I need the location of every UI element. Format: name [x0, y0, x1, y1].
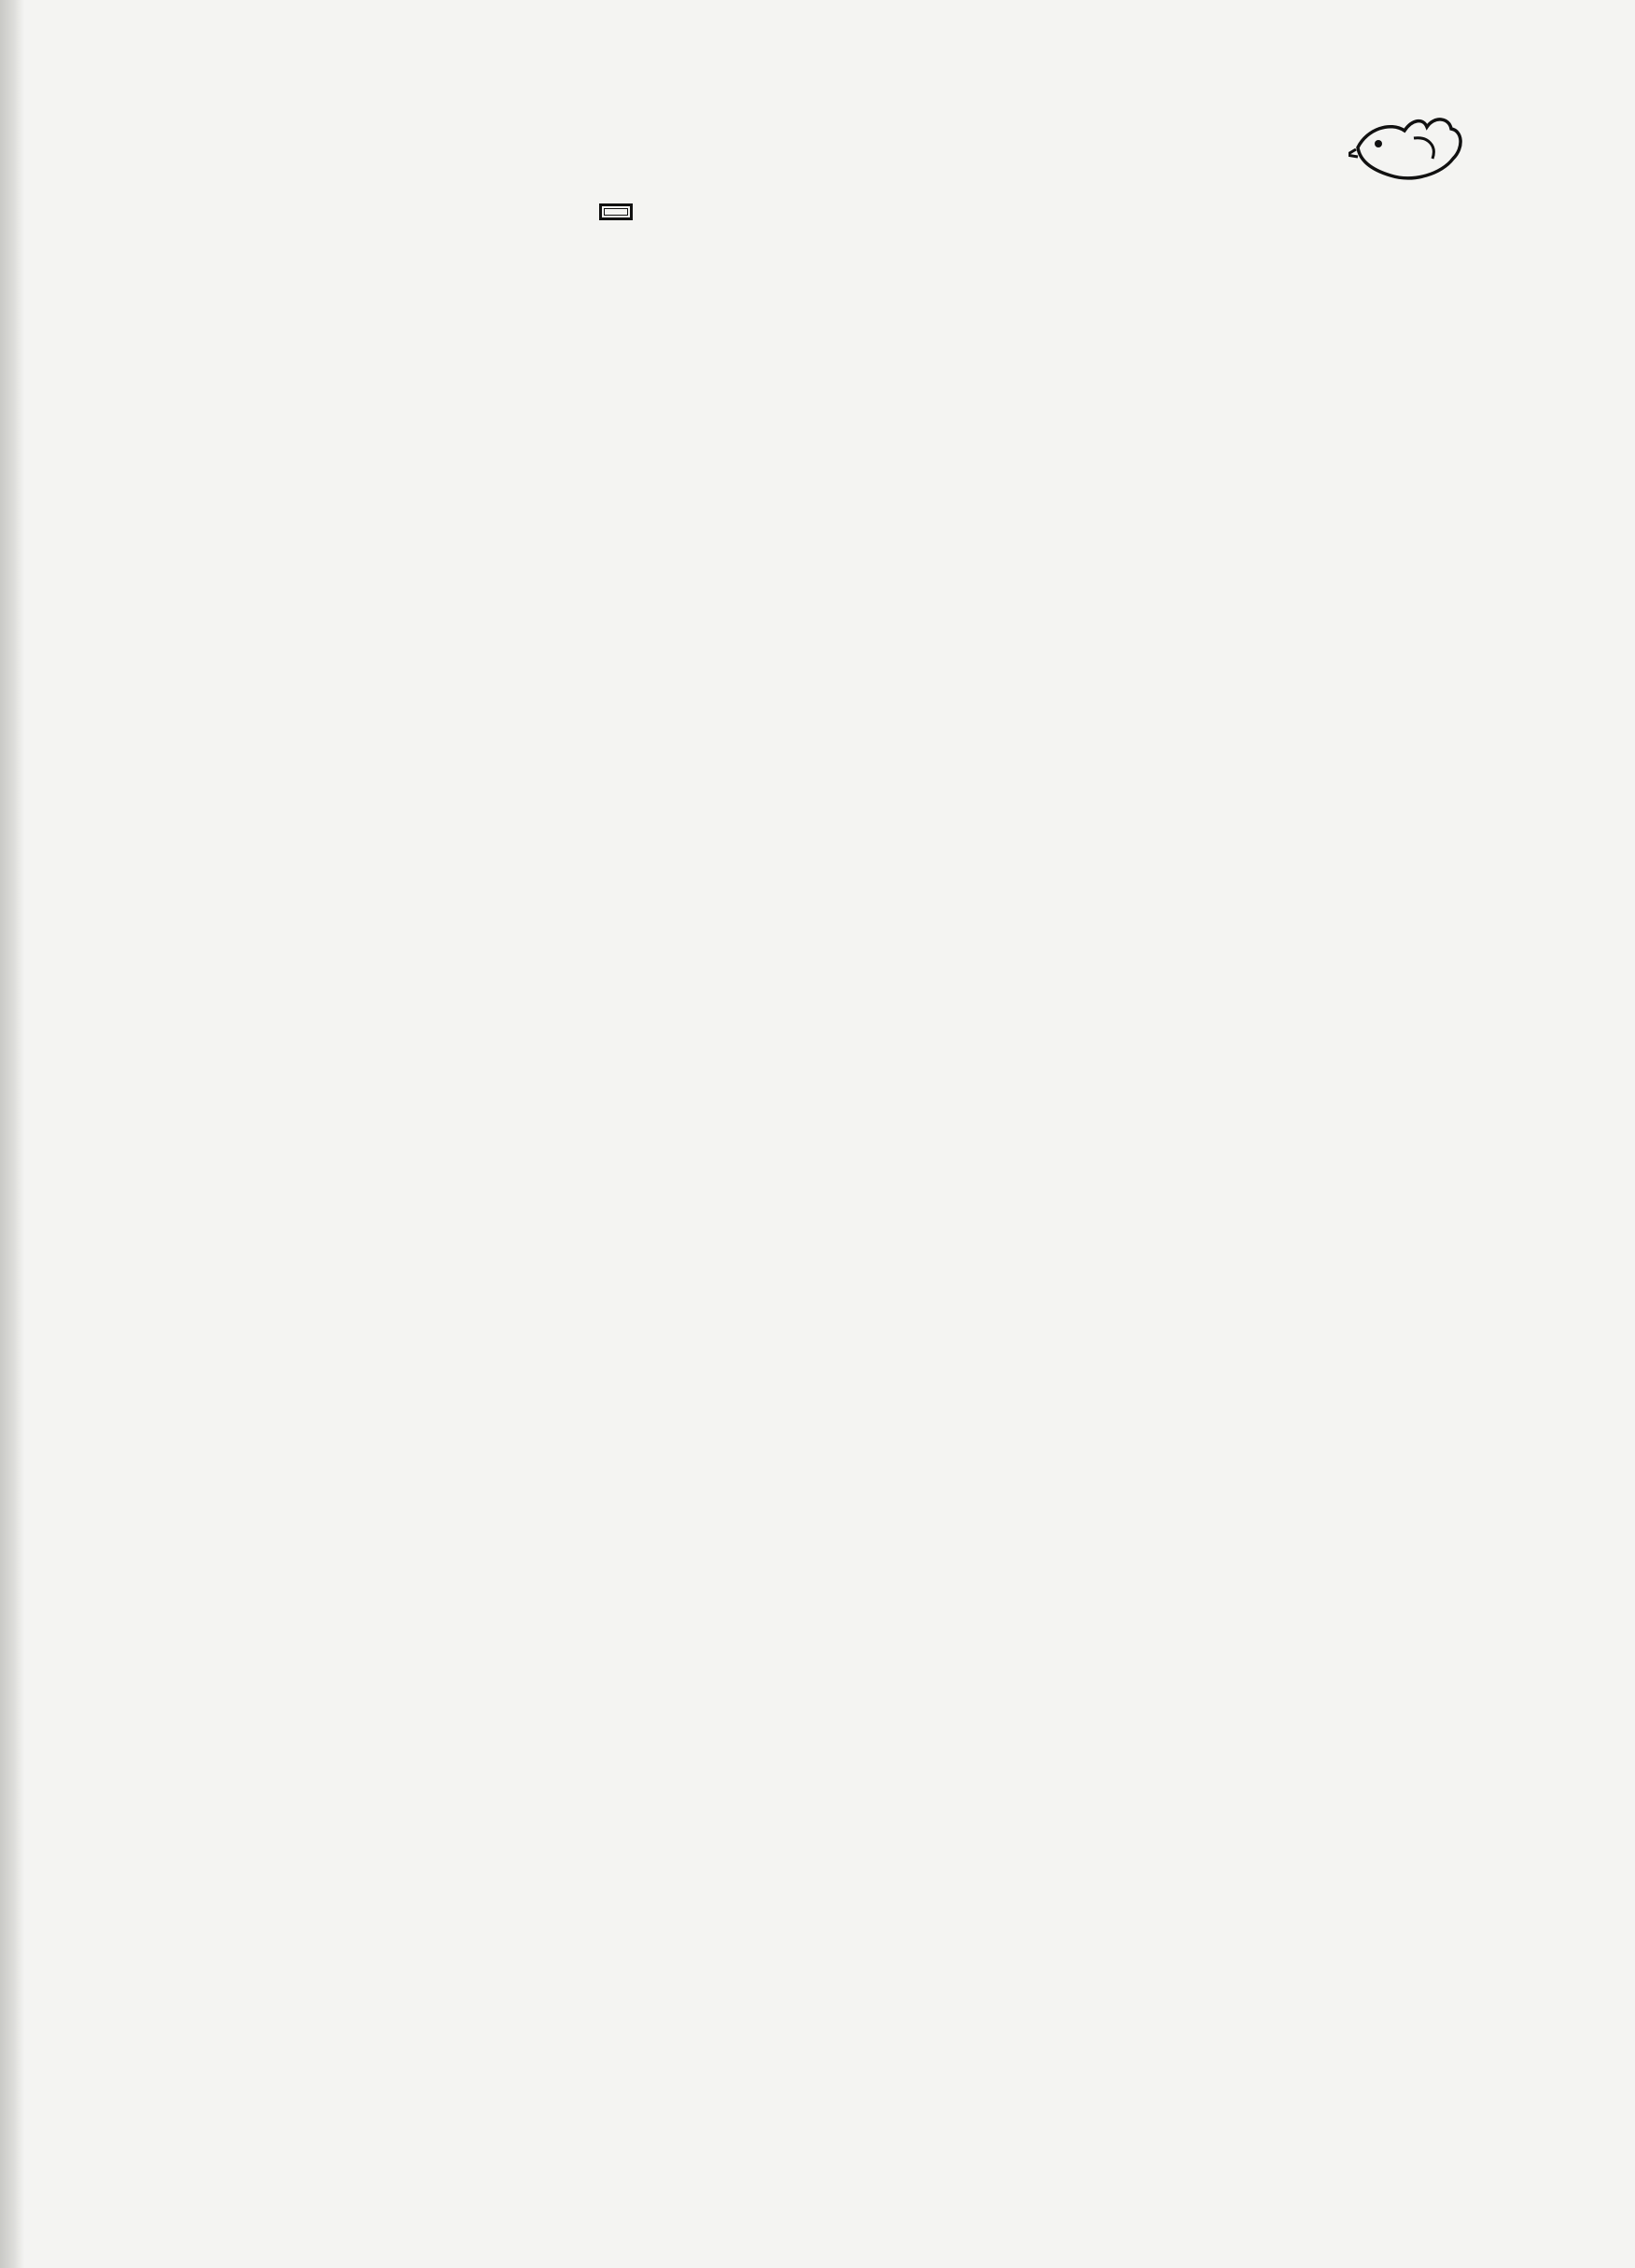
unit-title: [604, 208, 628, 216]
unit-title-row: [156, 196, 1444, 263]
bird-icon: [1349, 110, 1470, 194]
unit-title-box: [599, 203, 633, 220]
page-left-edge-shadow: [0, 0, 24, 2268]
header-wavy-rule: [159, 179, 1362, 198]
answer-content: [156, 196, 1444, 263]
